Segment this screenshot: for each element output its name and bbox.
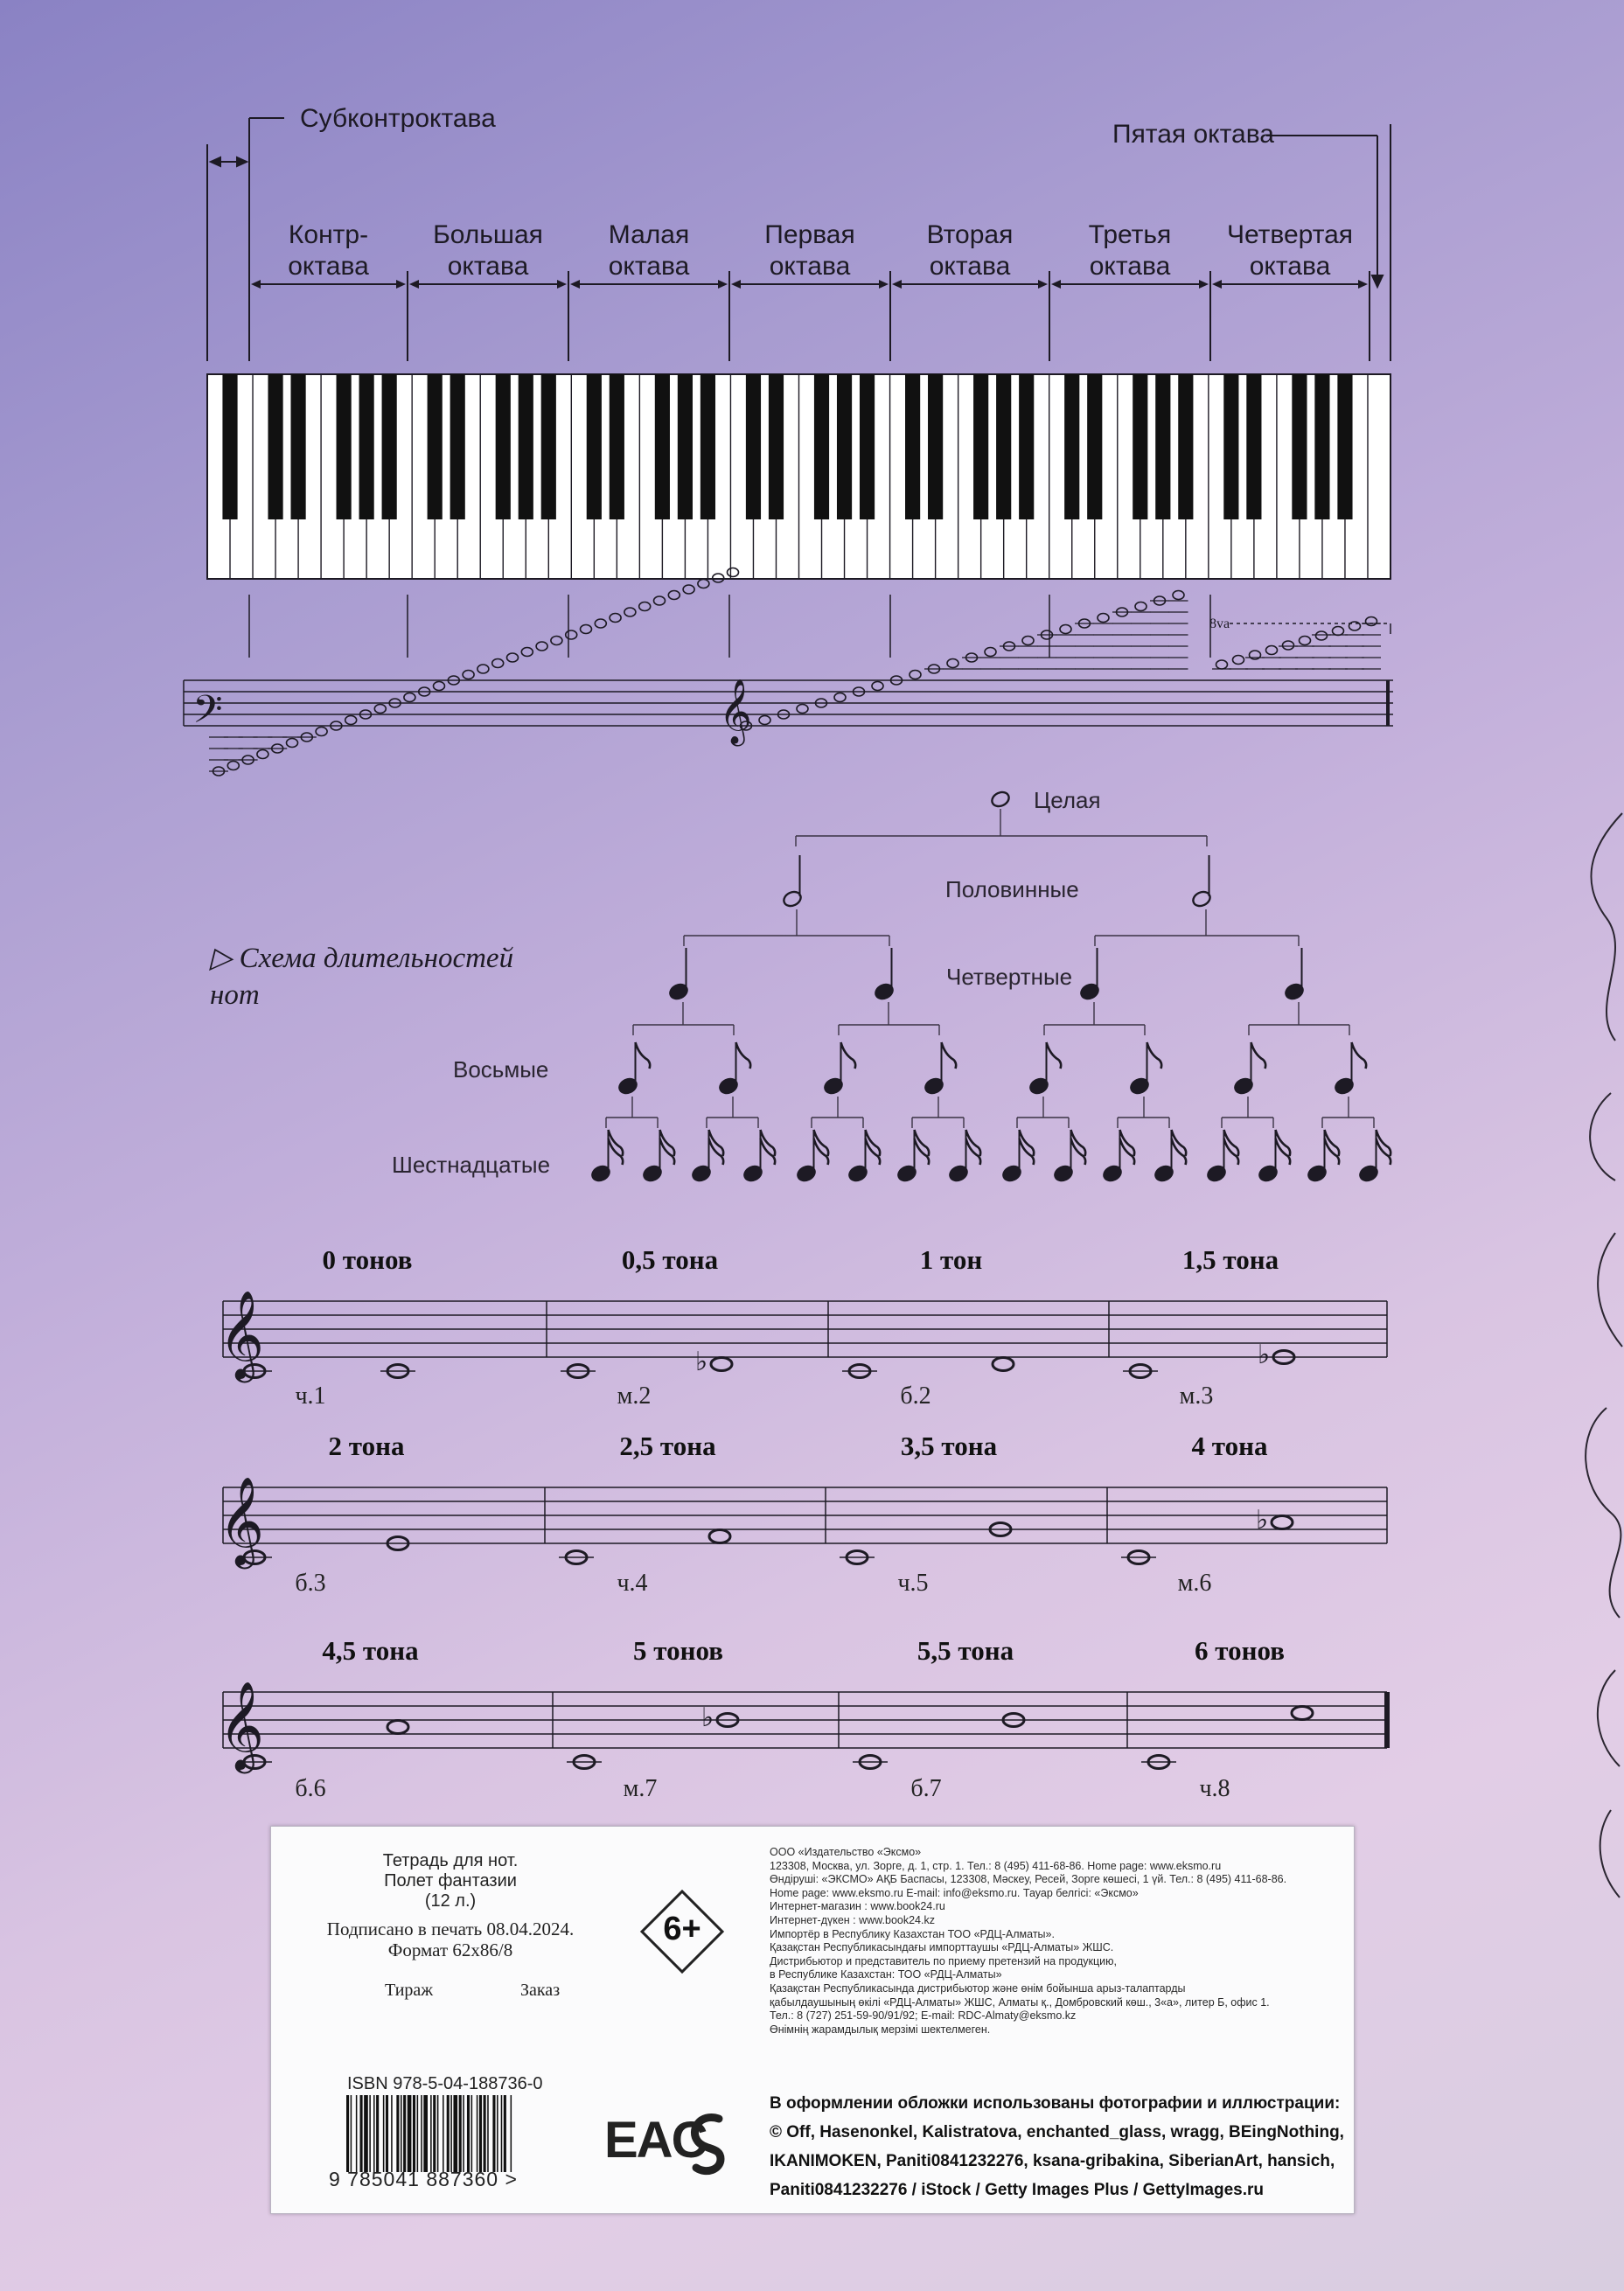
pitch-note bbox=[834, 693, 846, 702]
pitch-note bbox=[1316, 631, 1328, 640]
whole-note-icon bbox=[1272, 1516, 1293, 1529]
whole-note-label: Целая bbox=[1034, 787, 1101, 813]
pitch-note bbox=[797, 705, 808, 714]
arrowhead-right bbox=[879, 280, 889, 289]
quarter-note-label: Четвертные bbox=[946, 964, 1073, 990]
pitch-note bbox=[1022, 637, 1034, 645]
pitch-note bbox=[551, 637, 562, 645]
sixteenth-note-icon bbox=[1206, 1130, 1238, 1183]
interval-title: 5 тонов bbox=[633, 1635, 723, 1666]
publisher-line: Қазақстан Республикасындағы импорттаушы «РДЦ-Алматы» ЖШС. bbox=[770, 1941, 1114, 1954]
eighth-note-icon bbox=[1334, 1042, 1366, 1096]
publisher-line: 123308, Москва, ул. Зорге, д. 1, стр. 1. Тел.: 8 (495) 411-68-86. Home page: www.eksmo.ru bbox=[770, 1859, 1222, 1872]
sixteenth-note-icon bbox=[796, 1130, 828, 1183]
interval-label: б.7 bbox=[910, 1775, 942, 1802]
sixteenth-note-icon bbox=[691, 1130, 723, 1183]
sixteenth-note-icon bbox=[1053, 1130, 1085, 1183]
sixteenth-note-icon bbox=[1358, 1130, 1391, 1183]
pitch-note bbox=[1135, 602, 1147, 611]
black-key bbox=[382, 374, 397, 519]
arrowhead-right bbox=[396, 280, 406, 289]
interval-title: 0,5 тона bbox=[621, 1244, 719, 1275]
sixteenth-note-icon bbox=[1154, 1130, 1186, 1183]
black-key bbox=[428, 374, 443, 519]
flat-icon: ♭ bbox=[1256, 1506, 1269, 1535]
black-key bbox=[519, 374, 533, 519]
flat-icon: ♭ bbox=[701, 1703, 714, 1732]
pitch-note bbox=[477, 665, 489, 673]
fifth-octave-label: Пятая октава bbox=[1112, 120, 1274, 149]
black-key bbox=[1178, 374, 1193, 519]
octave-label: Четвертая bbox=[1226, 220, 1354, 249]
sixteenth-note-icon bbox=[742, 1130, 775, 1183]
black-key bbox=[541, 374, 556, 519]
black-key bbox=[1155, 374, 1170, 519]
whole-note-icon bbox=[387, 1721, 408, 1734]
pitch-note bbox=[345, 716, 357, 725]
ottava-mark: 8va bbox=[1209, 616, 1230, 631]
pitch-note bbox=[1366, 617, 1377, 626]
isbn: ISBN 978-5-04-188736-0 bbox=[347, 2074, 543, 2093]
publisher-line: Home page: www.eksmo.ru E-mail: info@eksmo.ru. Тауар белгісі: «Эксмо» bbox=[770, 1886, 1139, 1899]
interval-label: м.7 bbox=[623, 1775, 658, 1802]
print-run-label: Тираж bbox=[385, 1981, 434, 2000]
barcode-digits: 9 785041 887360 > bbox=[329, 2168, 518, 2190]
black-key bbox=[655, 374, 670, 519]
pitch-note bbox=[759, 716, 770, 725]
black-key bbox=[337, 374, 352, 519]
half-note-label: Половинные bbox=[945, 876, 1079, 902]
interval-label: б.3 bbox=[295, 1570, 326, 1597]
quarter-note-icon bbox=[1079, 948, 1100, 1001]
black-key bbox=[928, 374, 943, 519]
eighth-note-icon bbox=[1129, 1042, 1161, 1096]
pitch-note bbox=[639, 602, 651, 611]
black-key bbox=[973, 374, 988, 519]
sixteenth-note-icon bbox=[1307, 1130, 1339, 1183]
interval-title: 5,5 тона bbox=[917, 1635, 1014, 1666]
black-key bbox=[860, 374, 875, 519]
black-key bbox=[1246, 374, 1261, 519]
arrowhead-left bbox=[892, 280, 902, 289]
interval-title: 3,5 тона bbox=[900, 1431, 998, 1461]
interval-title: 4,5 тона bbox=[322, 1635, 419, 1666]
octave-label: Большая bbox=[433, 220, 543, 249]
black-key bbox=[996, 374, 1011, 519]
whole-note-icon bbox=[709, 1530, 730, 1543]
age-rating: 6+ bbox=[663, 1911, 701, 1947]
book-title: Тетрадь для нот. bbox=[382, 1851, 519, 1870]
black-key bbox=[814, 374, 829, 519]
interval-title: 6 тонов bbox=[1195, 1635, 1285, 1666]
pitch-note bbox=[374, 705, 386, 714]
treble-clef-icon: 𝄞 bbox=[719, 680, 752, 742]
octave-label: Вторая bbox=[926, 220, 1014, 249]
sixteenth-note-icon bbox=[847, 1130, 880, 1183]
whole-note-icon bbox=[1292, 1707, 1313, 1720]
pitch-note bbox=[947, 659, 958, 668]
pitch-note bbox=[985, 648, 996, 657]
whole-note-icon bbox=[711, 1358, 732, 1371]
arrowhead-left bbox=[731, 280, 741, 289]
book-sheets: (12 л.) bbox=[424, 1891, 477, 1911]
black-key bbox=[610, 374, 624, 519]
arrowhead-left bbox=[251, 280, 261, 289]
book-subtitle: Полет фантазии bbox=[384, 1871, 517, 1891]
interval-title: 0 тонов bbox=[322, 1244, 413, 1275]
octave-label: Третья bbox=[1088, 220, 1172, 249]
credit-line: В оформлении обложки использованы фотографии и иллюстрации: bbox=[770, 2094, 1341, 2113]
interval-title: 4 тона bbox=[1191, 1431, 1268, 1461]
black-key bbox=[837, 374, 852, 519]
eighth-note-icon bbox=[1233, 1042, 1265, 1096]
black-key bbox=[450, 374, 465, 519]
sixteenth-note-icon bbox=[642, 1130, 674, 1183]
black-key bbox=[1133, 374, 1147, 519]
interval-label: м.6 bbox=[1177, 1570, 1212, 1597]
pitch-note bbox=[316, 728, 327, 736]
intervals-section bbox=[219, 1244, 1387, 1802]
publisher-logo-icon bbox=[682, 2108, 735, 2178]
black-key bbox=[496, 374, 511, 519]
pitch-range-staff bbox=[184, 568, 1393, 776]
interval-title: 1,5 тона bbox=[1181, 1244, 1279, 1275]
interval-label: б.6 bbox=[295, 1775, 326, 1802]
pitch-note bbox=[1333, 627, 1344, 636]
quarter-note-icon bbox=[1284, 948, 1305, 1001]
octave-label: Первая bbox=[764, 220, 855, 249]
pitch-note bbox=[492, 659, 504, 668]
pitch-note bbox=[521, 648, 533, 657]
pitch-note bbox=[227, 762, 239, 770]
pitch-note bbox=[507, 653, 519, 662]
subcontra-label: Субконтроктава bbox=[300, 104, 496, 133]
black-key bbox=[1292, 374, 1307, 519]
pitch-note bbox=[872, 682, 883, 691]
arrowhead-right bbox=[1199, 280, 1209, 289]
credit-line: Paniti0841232276 / iStock / Getty Images Plus / GettyImages.ru bbox=[770, 2181, 1264, 2199]
pitch-note bbox=[1216, 660, 1228, 669]
interval-title: 2,5 тона bbox=[619, 1431, 716, 1461]
octave-label: октава bbox=[608, 252, 690, 281]
black-key bbox=[678, 374, 693, 519]
publisher-line: қабылдаушының өкілі «РДЦ-Алматы» ЖШС, Алматы қ., Домбровский көш., 3«а», литер Б, офис 1. bbox=[770, 1995, 1270, 2009]
publisher-line: Қазақстан Республикасында дистрибьютор және өнім бойынша арыз-талаптарды bbox=[770, 1981, 1186, 1995]
credit-line: IKANIMOKEN, Paniti0841232276, ksana-gribakina, SiberianArt, hansich, bbox=[770, 2152, 1335, 2170]
black-key bbox=[769, 374, 784, 519]
whole-note-icon bbox=[990, 790, 1011, 809]
sixteenth-note-icon bbox=[1001, 1130, 1034, 1183]
quarter-note-icon bbox=[668, 948, 689, 1001]
pitch-note bbox=[1266, 646, 1278, 655]
credit-line: © Off, Hasenonkel, Kalistratova, enchanted_glass, wragg, BEingNothing, bbox=[770, 2123, 1344, 2141]
pitch-note bbox=[654, 596, 666, 605]
bass-clef-icon: 𝄢 bbox=[192, 688, 223, 741]
pitch-note bbox=[910, 671, 921, 679]
half-note-icon bbox=[1191, 855, 1212, 909]
publisher-line: Дистрибьютор и представитель по приему претензий на продукцию, bbox=[770, 1954, 1117, 1967]
black-key bbox=[746, 374, 761, 519]
pitch-note bbox=[1233, 656, 1244, 665]
pitch-note bbox=[1173, 591, 1184, 600]
handwriting-decoration bbox=[1572, 743, 1624, 1924]
sixteenth-note-icon bbox=[1258, 1130, 1290, 1183]
interval-label: ч.4 bbox=[617, 1570, 648, 1597]
octave-label: октава bbox=[1249, 252, 1331, 281]
black-key bbox=[905, 374, 920, 519]
arrowhead-left bbox=[409, 280, 419, 289]
interval-label: ч.5 bbox=[897, 1570, 929, 1597]
sixteenth-note-icon bbox=[1102, 1130, 1134, 1183]
black-key bbox=[1064, 374, 1079, 519]
octave-label: октава bbox=[447, 252, 529, 281]
eighth-note-icon bbox=[718, 1042, 750, 1096]
pitch-note bbox=[566, 630, 577, 639]
octave-label: Контр- bbox=[288, 220, 369, 249]
publisher-line: Интернет-дүкен : www.book24.kz bbox=[770, 1913, 935, 1926]
arrowhead-left bbox=[570, 280, 580, 289]
order-label: Заказ bbox=[520, 1981, 561, 2000]
piano-keyboard bbox=[207, 374, 1391, 579]
interval-label: ч.8 bbox=[1199, 1775, 1230, 1802]
sixteenth-note-icon bbox=[590, 1130, 623, 1183]
whole-note-icon bbox=[993, 1358, 1014, 1371]
eighth-note-icon bbox=[1028, 1042, 1061, 1096]
interval-title: 2 тона bbox=[328, 1431, 405, 1461]
imprint-book-info bbox=[319, 1851, 582, 1960]
pitch-note bbox=[581, 625, 592, 634]
pitch-note bbox=[434, 682, 445, 691]
interval-label: м.2 bbox=[617, 1382, 652, 1410]
quarter-note-icon bbox=[874, 948, 895, 1001]
eighth-note-label: Восьмые bbox=[453, 1056, 549, 1083]
eighth-note-icon bbox=[924, 1042, 956, 1096]
pitch-note bbox=[668, 591, 680, 600]
publisher-line: Өндіруші: «ЭКСМО» АҚБ Баспасы, 123308, Мәскеу, Ресей, Зорге көшесі, 1 үй. Тел.: 8 (495) 411-68-86. bbox=[770, 1873, 1287, 1886]
publisher-line: Тел.: 8 (727) 251-59-90/91/92; E-mail: RDC-Almaty@eksmo.kz bbox=[770, 2009, 1077, 2023]
sixteenth-note-icon bbox=[948, 1130, 980, 1183]
arrowhead-right bbox=[1358, 280, 1368, 289]
publisher-line: ООО «Издательство «Эксмо» bbox=[770, 1846, 922, 1858]
black-key bbox=[1019, 374, 1034, 519]
interval-label: ч.1 bbox=[295, 1382, 326, 1410]
octave-label: октава bbox=[288, 252, 369, 281]
publisher-line: в Республике Казахстан: ТОО «РДЦ-Алматы» bbox=[770, 1968, 1002, 1981]
black-key bbox=[1087, 374, 1102, 519]
pitch-note bbox=[536, 642, 547, 651]
black-key bbox=[290, 374, 305, 519]
pitch-note bbox=[287, 739, 298, 748]
pitch-note bbox=[698, 580, 709, 588]
publisher-line: Өнімнің жарамдылық мерзімі шектелмеген. bbox=[770, 2023, 991, 2036]
pitch-note bbox=[257, 750, 268, 759]
eac-mark: EAC bbox=[604, 2112, 707, 2169]
black-key bbox=[1223, 374, 1238, 519]
arrowhead-right bbox=[557, 280, 567, 289]
treble-clef-icon: 𝄞 bbox=[219, 1684, 265, 1769]
pitch-note bbox=[1300, 637, 1311, 645]
sixteenth-note-label: Шестнадцатые bbox=[392, 1152, 551, 1178]
sixteenth-note-icon bbox=[896, 1130, 929, 1183]
black-key bbox=[1314, 374, 1329, 519]
durations-schema-title: ▷ Схема длительностей нот bbox=[210, 943, 514, 1011]
treble-clef-icon: 𝄞 bbox=[219, 1293, 265, 1378]
pitch-note bbox=[624, 608, 636, 616]
octave-label: октава bbox=[1089, 252, 1171, 281]
octave-labels bbox=[251, 220, 1368, 289]
eighth-note-icon bbox=[617, 1042, 650, 1096]
pitch-note bbox=[463, 671, 474, 679]
publisher-line: Импортёр в Республику Казахстан ТОО «РДЦ-Алматы». bbox=[770, 1927, 1055, 1940]
flat-icon: ♭ bbox=[1258, 1340, 1271, 1369]
black-key bbox=[268, 374, 282, 519]
interval-label: б.2 bbox=[900, 1382, 931, 1410]
pitch-note bbox=[595, 619, 606, 628]
octave-label: октава bbox=[769, 252, 851, 281]
eighth-note-icon bbox=[823, 1042, 855, 1096]
arrowhead-left bbox=[1051, 280, 1061, 289]
pitch-note bbox=[1098, 614, 1109, 623]
interval-label: м.3 bbox=[1179, 1382, 1214, 1410]
interval-title: 1 тон bbox=[919, 1244, 983, 1275]
flat-icon: ♭ bbox=[695, 1347, 708, 1376]
pitch-note bbox=[1060, 625, 1071, 634]
pitch-note bbox=[610, 614, 621, 623]
pitch-note bbox=[683, 585, 694, 594]
book-format: Формат 62x86/8 bbox=[387, 1939, 513, 1960]
treble-clef-icon: 𝄞 bbox=[219, 1480, 265, 1564]
imprint-panel bbox=[270, 1826, 1355, 2214]
half-note-icon bbox=[782, 855, 803, 909]
pitch-note bbox=[404, 693, 415, 702]
arrowhead-right bbox=[718, 280, 728, 289]
publisher-info bbox=[770, 1846, 1347, 2037]
octave-label: Малая bbox=[608, 220, 690, 249]
pitch-note bbox=[1283, 641, 1294, 650]
image-credits bbox=[770, 2089, 1347, 2204]
black-key bbox=[587, 374, 602, 519]
black-key bbox=[1337, 374, 1352, 519]
octave-label: октава bbox=[929, 252, 1011, 281]
black-key bbox=[222, 374, 237, 519]
publisher-line: Интернет-магазин : www.book24.ru bbox=[770, 1900, 945, 1913]
arrowhead-left bbox=[1212, 280, 1222, 289]
arrowhead-right bbox=[1038, 280, 1048, 289]
black-key bbox=[700, 374, 715, 519]
black-key bbox=[359, 374, 374, 519]
signed-date: Подписано в печать 08.04.2024. bbox=[326, 1918, 575, 1939]
